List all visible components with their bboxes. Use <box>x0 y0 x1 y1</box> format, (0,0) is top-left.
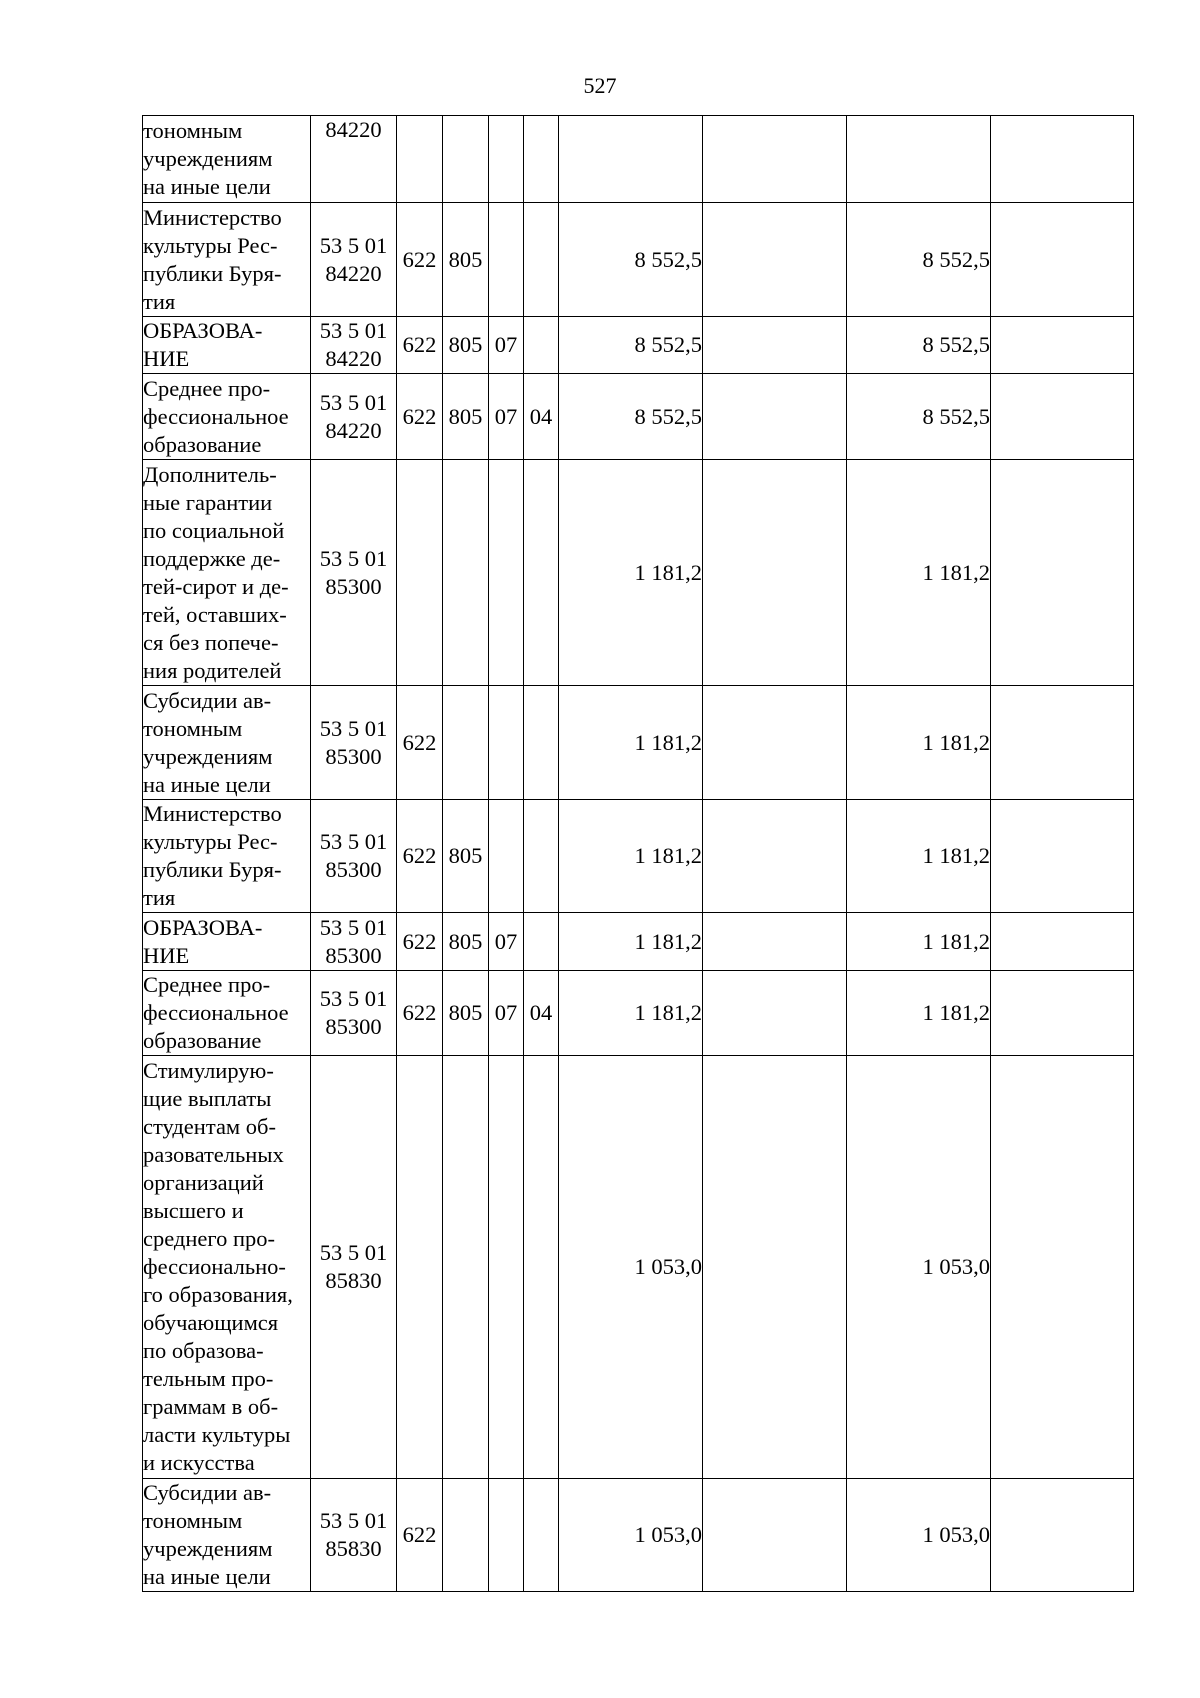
amount-2: 1 181,2 <box>847 800 991 913</box>
amount-col-7 <box>703 374 847 460</box>
amount-col-7 <box>703 686 847 800</box>
target-code: 53 5 01 85300 <box>311 686 397 800</box>
section-code: 07 <box>489 317 524 374</box>
expense-type: 622 <box>397 800 443 913</box>
target-code: 53 5 01 84220 <box>311 374 397 460</box>
amount-col-7 <box>703 1056 847 1479</box>
amount-col-7 <box>703 203 847 317</box>
expense-type: 622 <box>397 686 443 800</box>
amount-2: 1 181,2 <box>847 686 991 800</box>
amount-2: 1 181,2 <box>847 913 991 971</box>
table-row <box>143 971 1134 1056</box>
target-code: 53 5 01 84220 <box>311 317 397 374</box>
amount-2: 1 181,2 <box>847 971 991 1056</box>
amount-1: 1 181,2 <box>559 460 703 686</box>
amount-1: 8 552,5 <box>559 203 703 317</box>
target-code: 84220 <box>311 116 397 203</box>
amount-2: 1 053,0 <box>847 1479 991 1592</box>
section-code <box>489 460 524 686</box>
target-code: 53 5 01 85300 <box>311 800 397 913</box>
grbs-code: 805 <box>443 317 489 374</box>
row-name: Среднее про- фессиональное образование <box>143 374 311 460</box>
target-code: 53 5 01 85300 <box>311 971 397 1056</box>
section-code <box>489 203 524 317</box>
grbs-code: 805 <box>443 374 489 460</box>
subsection-code: 04 <box>524 374 559 460</box>
expense-type: 622 <box>397 1479 443 1592</box>
amount-1: 1 181,2 <box>559 913 703 971</box>
amount-1: 1 181,2 <box>559 800 703 913</box>
amount-1: 8 552,5 <box>559 374 703 460</box>
subsection-code: 04 <box>524 971 559 1056</box>
grbs-code: 805 <box>443 203 489 317</box>
page-number: 527 <box>583 73 617 98</box>
subsection-code <box>524 116 559 203</box>
table-row <box>143 686 1134 800</box>
expense-type: 622 <box>397 374 443 460</box>
budget-table <box>142 115 1134 1592</box>
section-code: 07 <box>489 913 524 971</box>
amount-2: 1 053,0 <box>847 1056 991 1479</box>
grbs-code <box>443 686 489 800</box>
section-code <box>489 116 524 203</box>
row-name: Среднее про- фессиональное образование <box>143 971 311 1056</box>
row-name: Субсидии ав- тономным учреждениям на иные цели <box>143 686 311 800</box>
grbs-code <box>443 1056 489 1479</box>
target-code: 53 5 01 85300 <box>311 913 397 971</box>
section-code: 07 <box>489 971 524 1056</box>
amount-col-9 <box>991 203 1134 317</box>
amount-col-9 <box>991 116 1134 203</box>
expense-type: 622 <box>397 203 443 317</box>
expense-type <box>397 460 443 686</box>
amount-col-7 <box>703 460 847 686</box>
section-code <box>489 800 524 913</box>
subsection-code <box>524 203 559 317</box>
amount-2: 8 552,5 <box>847 203 991 317</box>
amount-col-7 <box>703 800 847 913</box>
grbs-code: 805 <box>443 913 489 971</box>
amount-1: 1 053,0 <box>559 1056 703 1479</box>
amount-col-9 <box>991 374 1134 460</box>
target-code: 53 5 01 84220 <box>311 203 397 317</box>
grbs-code <box>443 116 489 203</box>
row-name: Дополнитель- ные гарантии по социальной поддержке де- тей-сирот и де- тей, оставших- ся без попече- ния родителей <box>143 460 311 686</box>
section-code <box>489 686 524 800</box>
table-row <box>143 1056 1134 1479</box>
target-code: 53 5 01 85300 <box>311 460 397 686</box>
section-code <box>489 1056 524 1479</box>
table-row <box>143 1479 1134 1592</box>
subsection-code <box>524 460 559 686</box>
table-row <box>143 116 1134 203</box>
row-name: Министерство культуры Рес- публики Буря- тия <box>143 203 311 317</box>
subsection-code <box>524 1479 559 1592</box>
table-row <box>143 317 1134 374</box>
grbs-code: 805 <box>443 800 489 913</box>
amount-col-9 <box>991 686 1134 800</box>
subsection-code <box>524 800 559 913</box>
row-name: ОБРАЗОВА- НИЕ <box>143 913 311 971</box>
amount-col-7 <box>703 971 847 1056</box>
amount-1: 1 053,0 <box>559 1479 703 1592</box>
table-row <box>143 203 1134 317</box>
amount-1 <box>559 116 703 203</box>
grbs-code: 805 <box>443 971 489 1056</box>
target-code: 53 5 01 85830 <box>311 1056 397 1479</box>
row-name: ОБРАЗОВА- НИЕ <box>143 317 311 374</box>
amount-2: 8 552,5 <box>847 317 991 374</box>
amount-col-9 <box>991 317 1134 374</box>
grbs-code <box>443 460 489 686</box>
amount-col-9 <box>991 913 1134 971</box>
target-code: 53 5 01 85830 <box>311 1479 397 1592</box>
row-name: Субсидии ав- тономным учреждениям на иные цели <box>143 1479 311 1592</box>
amount-1: 8 552,5 <box>559 317 703 374</box>
amount-col-9 <box>991 971 1134 1056</box>
amount-col-9 <box>991 1056 1134 1479</box>
subsection-code <box>524 913 559 971</box>
expense-type: 622 <box>397 317 443 374</box>
amount-col-7 <box>703 913 847 971</box>
amount-1: 1 181,2 <box>559 971 703 1056</box>
amount-2 <box>847 116 991 203</box>
amount-2: 1 181,2 <box>847 460 991 686</box>
amount-col-9 <box>991 460 1134 686</box>
subsection-code <box>524 1056 559 1479</box>
amount-col-9 <box>991 800 1134 913</box>
row-name: Стимулирую- щие выплаты студентам об- разовательных организаций высшего и среднего про- фессионально- го образования, обучающимся по образова- тельным про- граммам в об- ласти культуры и искусства <box>143 1056 311 1479</box>
subsection-code <box>524 317 559 374</box>
amount-col-7 <box>703 1479 847 1592</box>
amount-1: 1 181,2 <box>559 686 703 800</box>
table-row <box>143 460 1134 686</box>
table-row <box>143 800 1134 913</box>
expense-type <box>397 116 443 203</box>
row-name: Министерство культуры Рес- публики Буря- тия <box>143 800 311 913</box>
amount-2: 8 552,5 <box>847 374 991 460</box>
expense-type: 622 <box>397 971 443 1056</box>
table-row <box>143 374 1134 460</box>
amount-col-9 <box>991 1479 1134 1592</box>
section-code <box>489 1479 524 1592</box>
subsection-code <box>524 686 559 800</box>
expense-type <box>397 1056 443 1479</box>
row-name: тономным учреждениям на иные цели <box>143 116 311 203</box>
section-code: 07 <box>489 374 524 460</box>
amount-col-7 <box>703 317 847 374</box>
table-row <box>143 913 1134 971</box>
grbs-code <box>443 1479 489 1592</box>
expense-type: 622 <box>397 913 443 971</box>
amount-col-7 <box>703 116 847 203</box>
